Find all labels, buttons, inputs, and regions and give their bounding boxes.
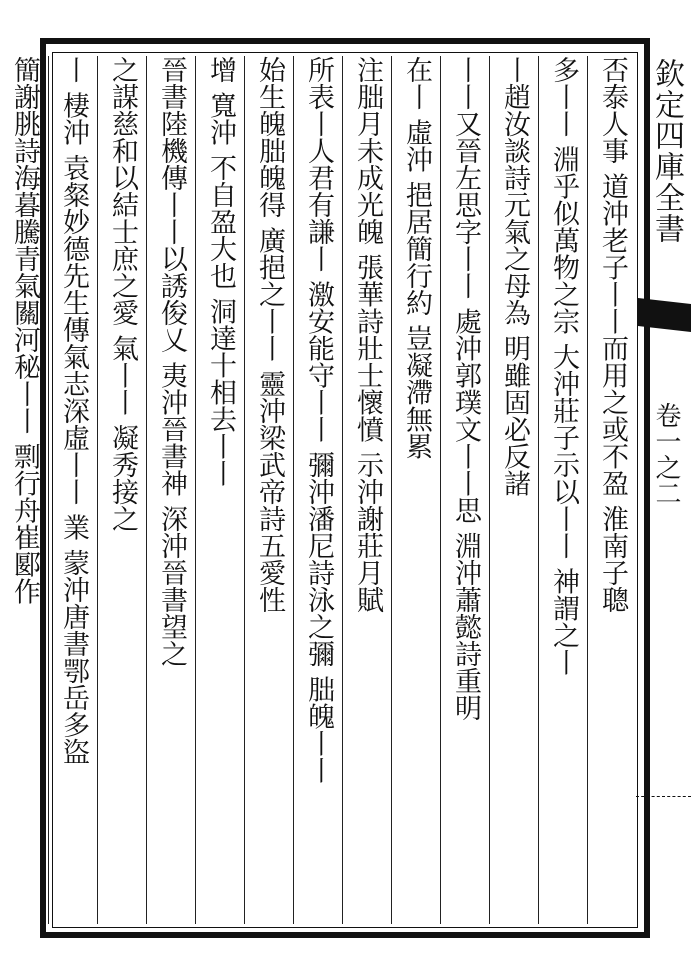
column-text: 丨趙汝談詩元氣之母為 明雖固必反諸 <box>499 56 530 497</box>
text-column <box>98 56 147 924</box>
text-column <box>147 56 196 924</box>
column-text: 所表丨人君有謙丨 激安能守丨丨 彌沖潘尼詩泳之彌 朏魄丨丨 <box>303 56 334 784</box>
text-column <box>49 56 98 924</box>
column-text: 丨丨又晉左思字丨丨 處沖郭璞文丨丨思 淵沖蕭懿詩重明 <box>450 56 481 722</box>
text-column <box>441 56 490 924</box>
volume-label: 卷一之二 <box>651 402 681 506</box>
text-column <box>0 56 49 924</box>
column-text: 增 寬沖 不自盈大也 洞達十相去丨丨 <box>205 56 236 487</box>
book-title: 欽定四庫全書 <box>649 58 684 244</box>
text-column <box>245 56 294 924</box>
column-text: 之謀慈和以結士庶之愛 氣丨丨 凝秀接之 <box>107 56 138 533</box>
column-text: 注朏月未成光魄 張華詩壯士懷憤 示沖謝莊月賦 <box>352 56 383 614</box>
text-column <box>392 56 441 924</box>
edge-dash-line <box>636 796 691 797</box>
text-column <box>294 56 343 924</box>
column-text: 始生魄朏魄得 廣挹之丨丨 靈沖梁武帝詩五愛性 <box>254 56 285 614</box>
text-column <box>196 56 245 924</box>
text-column <box>490 56 539 924</box>
text-column <box>343 56 392 924</box>
column-text: 簡謝朓詩海暮騰青氣關河秘丨丨 剽行舟崔郾作 <box>9 56 40 605</box>
column-text: 丨 棲沖 袁粲妙德先生傳氣志深虛丨丨 業 蒙沖唐書鄂岳多盜 <box>58 56 89 766</box>
column-text: 在丨 虛沖 挹居簡行約 豈凝滯無累 <box>401 56 432 460</box>
column-text: 否泰人事 道沖老子丨丨而用之或不盈 淮南子聰 <box>597 56 628 614</box>
column-text: 多丨丨 淵乎似萬物之宗 大沖莊子示以丨丨 神謂之丨 <box>548 56 579 676</box>
fishtail-mark <box>638 298 691 332</box>
column-text: 晉書陸機傳丨丨以誘俊乂 夷沖晉書神 深沖晉書望之 <box>156 56 187 668</box>
text-columns <box>9 56 636 924</box>
text-column <box>539 56 588 924</box>
text-column <box>588 56 636 924</box>
